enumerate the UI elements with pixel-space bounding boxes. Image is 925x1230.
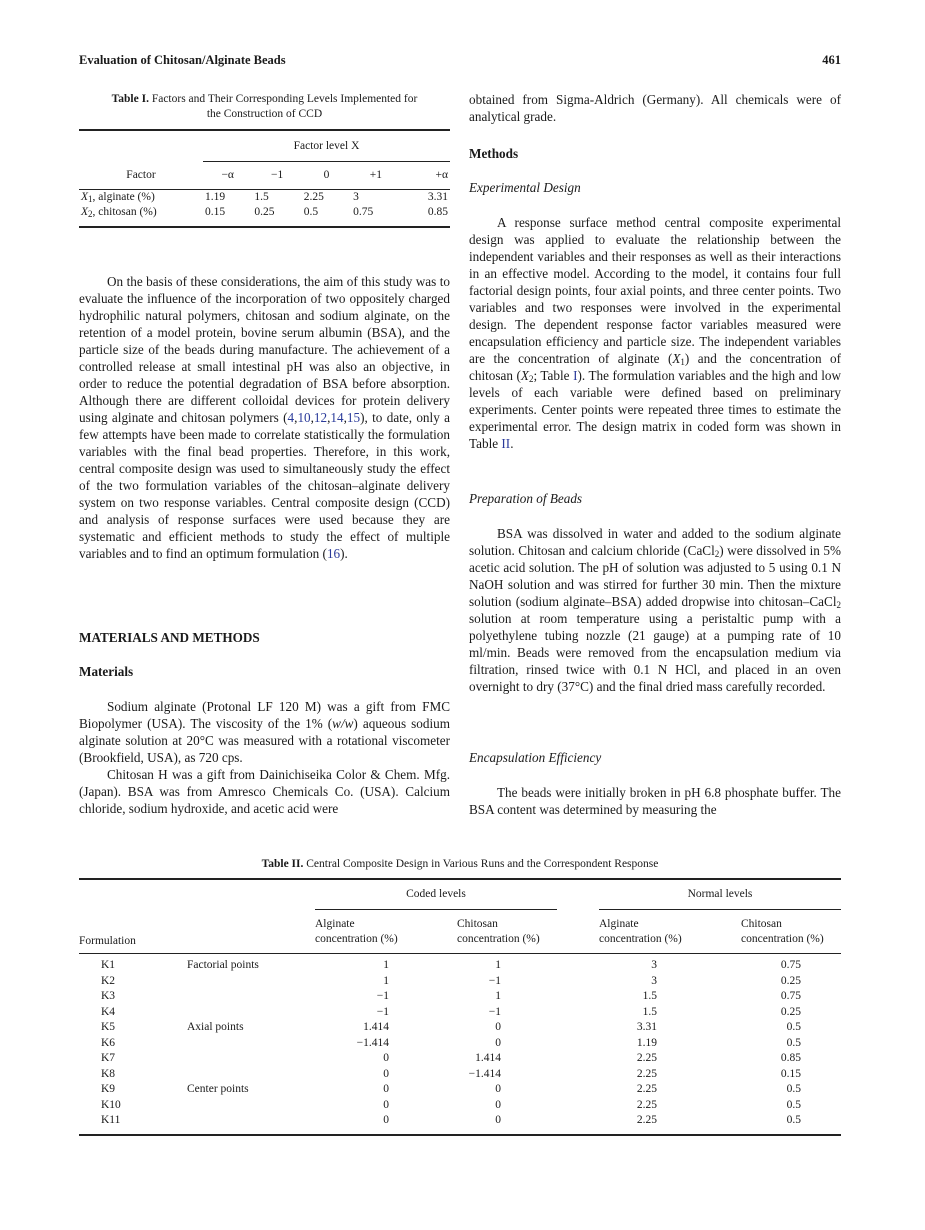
table2-design-point-type: Axial points xyxy=(187,1021,244,1034)
table2-normal-chitosan: 0.5 xyxy=(786,1114,801,1127)
table1-cell: 0.5 xyxy=(303,206,319,218)
table1-cell: 3.31 xyxy=(427,191,448,203)
table2-normal-alginate: 1.5 xyxy=(642,990,657,1003)
encapsulation-paragraph: The beads were initially broken in pH 6.8 phosphate buffer. The BSA content was determined by measuring the xyxy=(469,785,841,817)
subsubsection-experimental-design: Experimental Design xyxy=(469,180,581,195)
table2-col-coded-chitosan: Chitosan concentration (%) xyxy=(457,909,599,953)
right-column-top xyxy=(469,91,841,125)
table2-normal-alginate: 3 xyxy=(651,974,657,987)
subsection-heading-materials: Materials xyxy=(79,664,134,679)
materials-paragraph: Chitosan H was a gift from Dainichiseika Color & Chem. Mfg. (Japan). BSA was from Amresco Chemicals Co. (USA). Calcium chloride, sodium hydroxide, and acetic acid were xyxy=(79,767,450,816)
table2-normal-chitosan: 0.75 xyxy=(780,990,801,1003)
table1-level: +1 xyxy=(351,161,400,189)
subsubsection-encapsulation: Encapsulation Efficiency xyxy=(469,750,602,765)
table2-caption-text: Central Composite Design in Various Runs and the Correspondent Response xyxy=(306,858,659,870)
table2-normal-alginate: 2.25 xyxy=(636,1114,657,1127)
table1-cell: 1.19 xyxy=(205,191,226,203)
table2-design-point-type: Factorial points xyxy=(187,959,259,972)
table2-coded-chitosan: 0 xyxy=(495,1098,501,1111)
table2-row xyxy=(79,1113,841,1136)
table1-caption xyxy=(79,92,450,122)
table2-row xyxy=(79,1066,841,1082)
table2-row xyxy=(79,989,841,1005)
table2-formulation: K7 xyxy=(101,1052,116,1065)
table2-col-normal-chitosan: Chitosan concentration (%) xyxy=(741,909,841,953)
subsection-heading-methods: Methods xyxy=(469,146,519,161)
table2-design-point-type xyxy=(187,1004,315,1020)
table1-level: −1 xyxy=(252,161,301,189)
table2-normal-chitosan: 0.5 xyxy=(786,1036,801,1049)
table-reference-link[interactable]: I xyxy=(573,368,578,383)
table2-coded-chitosan: −1 xyxy=(488,1005,501,1018)
table2-design-point-type xyxy=(187,1113,315,1136)
table2-formulation: K5 xyxy=(101,1021,116,1034)
subsubsection-preparation: Preparation of Beads xyxy=(469,491,583,506)
table2-normal-alginate: 2.25 xyxy=(636,1098,657,1111)
table2-formulation: K6 xyxy=(101,1036,116,1049)
table1-cell: 1.5 xyxy=(254,191,269,203)
table2-normal-chitosan: 0.25 xyxy=(780,1005,801,1018)
table2-design-point-type xyxy=(187,973,315,989)
table2-normal-alginate: 2.25 xyxy=(636,1083,657,1096)
table2-coded-alginate: −1.414 xyxy=(356,1036,389,1049)
table2-formulation: K1 xyxy=(101,959,116,972)
table2-design-point-type xyxy=(187,1035,315,1051)
table2-coded-alginate: −1 xyxy=(376,990,389,1003)
table2-col-coded-alginate: Alginate concentration (%) xyxy=(315,909,457,953)
preparation-paragraph: BSA was dissolved in water and added to the sodium alginate solution. Chitosan and calcium chloride (CaCl$_2$) were dissolved in 5% acetic acid solution. The pH of solution was adjusted to 5 using 0.1 N NaOH solution and was stirred for further 30 min. Then the mixture solution (sodium alginate–BSA) added dropwise into chitosan–CaCl$_2$ solution at room temperature using a peristaltic pump with a polyethylene tubing nozzle (21 gauge) at a pumping rate of 10 ml/min. Beads were removed from the encapsulation medium via filtration, rinsed twice with 0.1 N HCl, and placed in an oven overnight to dry (37°C) and the final dried mass carefully recorded. xyxy=(469,526,841,694)
table2-normal-chitosan: 0.5 xyxy=(786,1083,801,1096)
table2-coded-chitosan: 0 xyxy=(495,1036,501,1049)
encapsulation-text xyxy=(469,784,841,818)
table1-level: 0 xyxy=(302,161,351,189)
citation-link[interactable]: 4 xyxy=(287,410,295,425)
table2-row xyxy=(79,1004,841,1020)
table1-cell: 2.25 xyxy=(303,191,324,203)
table-reference-link[interactable]: II xyxy=(501,436,511,451)
table1-group-header: Factor level X xyxy=(293,139,360,152)
table1-caption-line1: Factors and Their Corresponding Levels Implemented for xyxy=(151,93,418,105)
table1-cell: 0.85 xyxy=(427,206,448,218)
table2-coded-alginate: −1 xyxy=(376,1005,389,1018)
table2-coded-alginate: 1.414 xyxy=(363,1021,389,1034)
table2-normal-alginate: 3.31 xyxy=(636,1021,657,1034)
table2-coded-chitosan: 0 xyxy=(495,1021,501,1034)
table1-factor-name: $X_2$, chitosan (%) xyxy=(81,206,157,219)
table1-factor-name: $X_1$, alginate (%) xyxy=(81,191,155,204)
page-number: 461 xyxy=(822,53,841,67)
table2-row xyxy=(79,973,841,989)
design-paragraph: A response surface method central composite experimental design was applied to evaluate the relationship between the independent variables and their responses as well as their interactions in an effective model. According to the model, it contains four full factorial design points, four axial points, and three center points. Two variables and two responses were involved in the experimental design. The dependent response factor variables measured were encapsulation efficiency and particle size. The independent variables are the concentration of alginate $(X_1)$ and the concentration of chitosan ($X_2$; Table I). The formulation variables and the high and low levels of each variable were defined based on preliminary experiments. Center points were repeated three times to estimate the experimental error. The design matrix in coded form was shown in Table II. xyxy=(469,215,842,451)
table2-design-point-type xyxy=(187,989,315,1005)
table2-formulation: K9 xyxy=(101,1083,116,1096)
table1 xyxy=(79,129,450,228)
table2-normal-alginate: 2.25 xyxy=(636,1052,657,1065)
table2-coded-alginate: 0 xyxy=(383,1098,389,1111)
table2-normal-alginate: 1.5 xyxy=(642,1005,657,1018)
table1-col-factor: Factor xyxy=(79,161,203,189)
left-column xyxy=(79,273,450,562)
table2-coded-chitosan: −1.414 xyxy=(468,1067,501,1080)
materials-text xyxy=(79,698,450,817)
table1-group-header-text xyxy=(294,140,360,152)
table2-coded-chitosan: 1.414 xyxy=(475,1052,501,1065)
citation-link[interactable]: 16 xyxy=(326,546,341,561)
citation-link[interactable]: 10 xyxy=(297,410,311,425)
table1-level: +α xyxy=(401,161,450,189)
table2-coded-alginate: 0 xyxy=(383,1067,389,1080)
table2-coded-chitosan: −1 xyxy=(488,974,501,987)
table2-coded-chitosan: 0 xyxy=(495,1114,501,1127)
table2-normal-alginate: 2.25 xyxy=(636,1067,657,1080)
table1-cell: 0.75 xyxy=(353,206,374,218)
table1-cell: 3 xyxy=(353,191,359,203)
running-title: Evaluation of Chitosan/Alginate Beads xyxy=(79,53,286,67)
design-text xyxy=(469,214,841,452)
table2-normal-chitosan: 0.15 xyxy=(780,1067,801,1080)
running-header xyxy=(79,53,841,68)
table2-formulation: K3 xyxy=(101,990,116,1003)
table1-cell: 0.25 xyxy=(254,206,275,218)
materials-paragraph: Sodium alginate (Protonal LF 120 M) was a gift from FMC Biopolymer (USA). The viscosity of the 1% (w/w) aqueous sodium alginate solution at 20°C was measured with a rotational viscometer (Brookfield, USA), as 720 cps. xyxy=(79,699,450,765)
table2-row xyxy=(79,953,841,973)
table2-row xyxy=(79,1097,841,1113)
table2-label: Table II. xyxy=(261,858,304,870)
table2-formulation: K2 xyxy=(101,974,116,987)
table2-coded-chitosan: 1 xyxy=(495,959,501,972)
table2-group-coded: Coded levels xyxy=(315,879,557,909)
table1-row xyxy=(79,205,450,227)
table1-level: −α xyxy=(203,161,252,189)
table2-normal-chitosan: 0.75 xyxy=(780,959,801,972)
table2-normal-alginate: 1.19 xyxy=(636,1036,657,1049)
table2-formulation: K11 xyxy=(101,1114,121,1127)
table2-col-formulation: Formulation xyxy=(79,909,187,953)
table2-coded-alginate: 0 xyxy=(383,1083,389,1096)
table1-caption-line2: the Construction of CCD xyxy=(206,108,323,120)
table2-coded-alginate: 0 xyxy=(383,1114,389,1127)
materials-continued-paragraph: obtained from Sigma-Aldrich (Germany). All chemicals were of analytical grade. xyxy=(469,92,841,124)
section-heading-materials-methods: MATERIALS AND METHODS xyxy=(79,630,260,645)
table2-row xyxy=(79,1082,841,1098)
table1-cell: 0.15 xyxy=(205,206,226,218)
table2-row xyxy=(79,1051,841,1067)
table2-coded-alginate: 0 xyxy=(383,1052,389,1065)
citation-link[interactable]: 15 xyxy=(346,410,361,425)
table2-normal-chitosan: 0.5 xyxy=(786,1021,801,1034)
table2-design-point-type xyxy=(187,1097,315,1113)
table1-label: Table I. xyxy=(111,93,149,105)
table2-coded-chitosan: 1 xyxy=(495,990,501,1003)
citation-link[interactable]: 12 xyxy=(313,410,328,425)
table2-formulation: K8 xyxy=(101,1067,116,1080)
table2-caption xyxy=(79,857,841,872)
table2-normal-chitosan: 0.5 xyxy=(786,1098,801,1111)
table2-col-normal-alginate: Alginate concentration (%) xyxy=(599,909,741,953)
preparation-text xyxy=(469,525,841,695)
table2-coded-chitosan: 0 xyxy=(495,1083,501,1096)
table2 xyxy=(79,878,841,1136)
table1-row xyxy=(79,189,450,205)
table2-design-point-type xyxy=(187,1066,315,1082)
table2-body xyxy=(79,953,841,1135)
table2-group-normal: Normal levels xyxy=(599,879,841,909)
citation-link[interactable]: 14 xyxy=(330,410,344,425)
table2-normal-chitosan: 0.25 xyxy=(780,974,801,987)
table2-normal-chitosan: 0.85 xyxy=(780,1052,801,1065)
intro-paragraph: On the basis of these considerations, the aim of this study was to evaluate the influence of the incorporation of two oppositely charged hydrophilic natural polymers, chitosan and sodium alginate, on the retention of a model protein, bovine serum albumin (BSA), and the particle size of the beads during manufacture. The achievement of a controlled release at small intestinal pH was also an objective, in order to reduce the potential degradation of BSA before absorption. Although there are different colloidal devices for protein delivery using alginate and chitosan polymers (4,10,12,14,15), to date, only a few attempts have been made to correlate statistically the formulation variables with the final bead properties. Therefore, in this work, central composite design was used to simultaneously study the effect of the two formulation variables of the chitosan–alginate delivery system on two response variables. Central composite design (CCD) and analysis of response surfaces were used because they are systematic and efficient methods to study the effect of multiple variables and to find an optimum formulation (16). xyxy=(79,274,450,561)
table2-formulation: K4 xyxy=(101,1005,116,1018)
table2-coded-alginate: 1 xyxy=(383,974,389,987)
table2-normal-alginate: 3 xyxy=(651,959,657,972)
table2-formulation: K10 xyxy=(101,1098,121,1111)
table2-row xyxy=(79,1035,841,1051)
table2-row xyxy=(79,1020,841,1036)
table2-design-point-type xyxy=(187,1051,315,1067)
table2-coded-alginate: 1 xyxy=(383,959,389,972)
table2-design-point-type: Center points xyxy=(187,1083,249,1096)
